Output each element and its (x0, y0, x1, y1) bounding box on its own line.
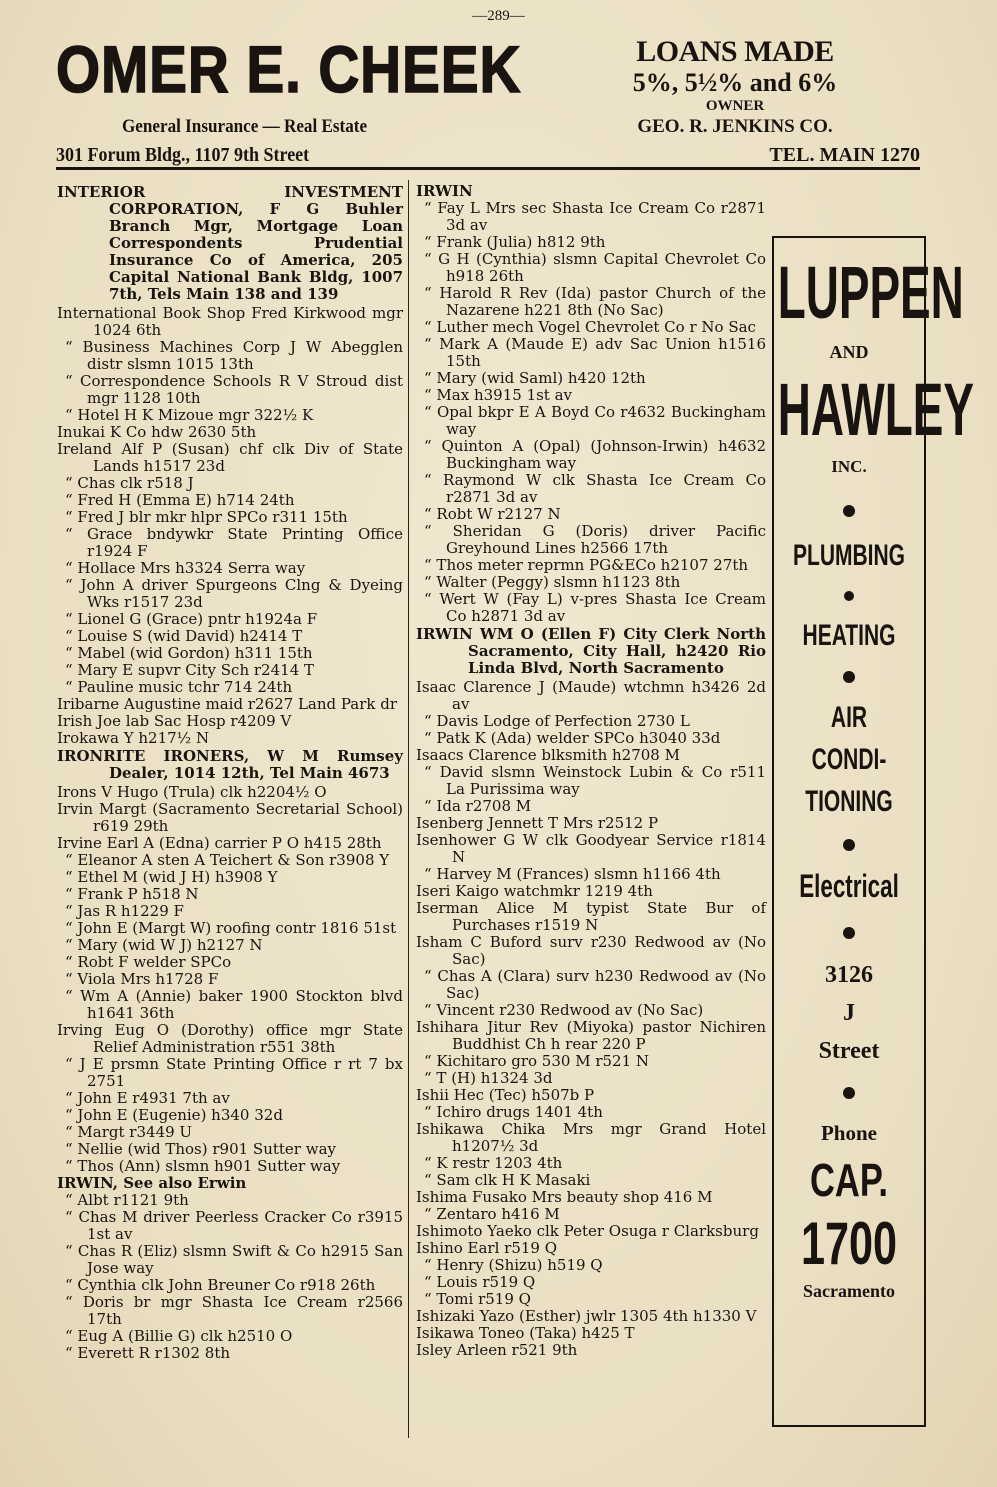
ad-electrical: Electrical (799, 868, 899, 904)
advertiser-telephone: TEL. MAIN 1270 (769, 144, 920, 166)
directory-listing: Isikawa Toneo (Taka) h425 T (416, 1324, 635, 1342)
directory-listing: “ Walter (Peggy) slsmn h1123 8th (424, 573, 681, 591)
directory-listing: “ Harvey M (Frances) slsmn h1166 4th (424, 865, 721, 883)
directory-listing: “ Thos meter reprmn PG&ECo h2107 27th (424, 556, 749, 574)
directory-listing: “ Doris br mgr Shasta Ice Cream r2566 17th (65, 1293, 403, 1328)
directory-listing: “ Cynthia clk John Breuner Co r918 26th (65, 1276, 376, 1294)
directory-listing: “ Max h3915 1st av (424, 386, 573, 404)
directory-listing: “ Davis Lodge of Perfection 2730 L (424, 712, 690, 730)
directory-listing: “ G H (Cynthia) slsmn Capital Chevrolet Co h918 26th (424, 250, 766, 285)
ad-tioning: TIONING (805, 785, 893, 818)
directory-listing: “ Eleanor A sten A Teichert & Son r3908 Y (65, 851, 390, 869)
directory-listing: “ David slsmn Weinstock Lubin & Co r511 La Purissima way (424, 763, 766, 798)
column-divider (408, 180, 409, 1438)
directory-listing: “ Patk K (Ada) welder SPCo h3040 33d (424, 729, 721, 747)
loans-block (600, 36, 870, 138)
directory-listing: “ Pauline music tchr 714 24th (65, 678, 293, 696)
directory-listing: International Book Shop Fred Kirkwood mgr 1024 6th (57, 304, 403, 339)
directory-listing: “ T (H) h1324 3d (424, 1069, 553, 1087)
directory-listing: “ Henry (Shizu) h519 Q (424, 1256, 603, 1274)
ad-inc: INC. (831, 457, 867, 476)
directory-listing: Irvine Earl A (Edna) carrier P O h415 28th (57, 834, 382, 852)
directory-heading: IRWIN, See also Erwin (57, 1174, 247, 1192)
directory-listing: “ Frank P h518 N (65, 885, 199, 903)
directory-listing: “ Chas clk r518 J (65, 474, 194, 492)
directory-listing: Isenberg Jennett T Mrs r2512 P (416, 814, 659, 832)
directory-listing: “ Sam clk H K Masaki (424, 1171, 591, 1189)
advertiser-subtitle: General Insurance — Real Estate (122, 116, 368, 137)
directory-listing: “ Raymond W clk Shasta Ice Cream Co r2871 3d av (424, 471, 766, 506)
directory-listing: “ Mabel (wid Gordon) h311 15th (65, 644, 313, 662)
ad-phone-label: Phone (820, 1121, 877, 1145)
directory-listing: “ Zentaro h416 M (424, 1205, 560, 1223)
directory-listing: Iserman Alice M typist State Bur of Purchases r1519 N (416, 899, 766, 934)
directory-listing: Isenhower G W clk Goodyear Service r1814 N (416, 831, 766, 866)
directory-column-left (57, 183, 403, 1362)
directory-listing: Irvin Margt (Sacramento Secretarial School) r619 29th (57, 800, 403, 835)
ad-air: AIR (830, 701, 868, 734)
directory-listing: Isaac Clarence J (Maude) wtchmn h3426 2d av (416, 678, 766, 713)
directory-listing: Iseri Kaigo watchmkr 1219 4th (416, 882, 653, 900)
bullet-icon (843, 1087, 855, 1099)
ad-street-word: Street (818, 1038, 880, 1064)
directory-listing: “ Everett R r1302 8th (65, 1344, 231, 1362)
directory-listing: “ Wert W (Fay L) v-pres Shasta Ice Cream Co h2871 3d av (424, 590, 766, 625)
bullet-icon (843, 671, 855, 683)
header-divider (56, 167, 920, 170)
directory-listing: Irving Eug O (Dorothy) office mgr State Relief Administration r551 38th (57, 1021, 403, 1056)
advertiser-address: 301 Forum Bldg., 1107 9th Street (56, 144, 310, 166)
directory-listing: “ Robt F welder SPCo (65, 953, 232, 971)
directory-listing: “ John E r4931 7th av (65, 1089, 230, 1107)
directory-listing: “ Sheridan G (Doris) driver Pacific Greyhound Lines h2566 17th (424, 522, 766, 557)
owner-label: OWNER (705, 98, 765, 114)
directory-listing: “ Mary (wid W J) h2127 N (65, 936, 263, 954)
directory-listing: “ Mary (wid Saml) h420 12th (424, 369, 646, 387)
advertiser-name: OMER E. CHEEK (56, 32, 522, 106)
bullet-icon (844, 591, 854, 601)
ad-phone-exchange: CAP. (810, 1154, 888, 1206)
ad-company-line2: HAWLEY (777, 368, 974, 451)
directory-listing: Iribarne Augustine maid r2627 Land Park dr (57, 695, 398, 713)
directory-listing: “ Kichitaro gro 530 M r521 N (424, 1052, 650, 1070)
directory-listing: Ishimoto Yaeko clk Peter Osuga r Clarksburg (416, 1222, 759, 1240)
directory-listing: “ Fred J blr mkr hlpr SPCo r311 15th (65, 508, 348, 526)
directory-listing: “ Jas R h1229 F (65, 902, 184, 920)
directory-listing: “ Correspondence Schools R V Stroud dist mgr 1128 10th (65, 372, 403, 407)
directory-listing: Inukai K Co hdw 2630 5th (57, 423, 257, 441)
ad-plumbing: PLUMBING (793, 539, 905, 572)
directory-listing: “ Chas M driver Peerless Cracker Co r3915 1st av (65, 1208, 403, 1243)
directory-listing: Ishikawa Chika Mrs mgr Grand Hotel h1207½ 3d (416, 1120, 766, 1155)
directory-listing: “ Chas R (Eliz) slsmn Swift & Co h2915 San Jose way (65, 1242, 403, 1277)
directory-listing: “ Frank (Julia) h812 9th (424, 233, 606, 251)
directory-listing-bold: INTERIOR INVESTMENT CORPORATION, F G Buhler Branch Mgr, Mortgage Loan Correspondents Prudential Insurance Co of America, 205 Capital National Bank Bldg, 1007 7th, Tels Main 138 and 139 (57, 183, 403, 303)
directory-listing: Ireland Alf P (Susan) chf clk Div of State Lands h1517 23d (57, 440, 403, 475)
directory-listing: “ Vincent r230 Redwood av (No Sac) (424, 1001, 704, 1019)
directory-listing: “ Margt r3449 U (65, 1123, 193, 1141)
ad-phone-number: 1700 (800, 1210, 898, 1277)
directory-listing: “ John A driver Spurgeons Clng & Dyeing Wks r1517 23d (65, 576, 403, 611)
luppen-hawley-ad (772, 236, 974, 1427)
directory-listing: Ishihara Jitur Rev (Miyoka) pastor Nichiren Buddhist Ch h rear 220 P (416, 1018, 766, 1053)
directory-listing: “ Wm A (Annie) baker 1900 Stockton blvd h1641 36th (65, 987, 403, 1022)
directory-listing: “ Chas A (Clara) surv h230 Redwood av (No Sac) (424, 967, 766, 1002)
bullet-icon (843, 505, 855, 517)
directory-listing: “ John E (Margt W) roofing contr 1816 51st (65, 919, 397, 937)
directory-listing: “ Quinton A (Opal) (Johnson-Irwin) h4632 Buckingham way (424, 437, 766, 472)
loan-rates: 5%, 5½% and 6% (632, 68, 838, 97)
directory-listing: Irish Joe lab Sac Hosp r4209 V (57, 712, 292, 730)
directory-heading: IRWIN (416, 182, 473, 200)
directory-listing: “ Luther mech Vogel Chevrolet Co r No Sac (424, 318, 756, 336)
directory-listing: “ K restr 1203 4th (424, 1154, 563, 1172)
directory-listing: “ Harold R Rev (Ida) pastor Church of the Nazarene h221 8th (No Sac) (424, 284, 766, 319)
ad-company-line1: LUPPEN (777, 251, 964, 334)
directory-listing: “ J E prsmn State Printing Office r rt 7 bx 2751 (65, 1055, 403, 1090)
directory-listing: “ Lionel G (Grace) pntr h1924a F (65, 610, 318, 628)
bullet-icon (843, 839, 855, 851)
directory-listing: “ Fred H (Emma E) h714 24th (65, 491, 295, 509)
directory-listing: Isley Arleen r521 9th (416, 1341, 578, 1359)
ad-and: AND (829, 342, 869, 362)
ad-street-letter: J (843, 1000, 855, 1026)
directory-column-middle (416, 183, 766, 1359)
directory-listing-bold: IRWIN WM O (Ellen F) City Clerk North Sacramento, City Hall, h2420 Rio Linda Blvd, North Sacramento (416, 625, 766, 677)
directory-listing: “ Hollace Mrs h3324 Serra way (65, 559, 306, 577)
directory-listing: Isaacs Clarence blksmith h2708 M (416, 746, 680, 764)
directory-listing: “ Fay L Mrs sec Shasta Ice Cream Co r2871 3d av (424, 199, 766, 234)
directory-listing: “ Grace bndywkr State Printing Office r1924 F (65, 525, 403, 560)
bullet-icon (843, 927, 855, 939)
owner-name: GEO. R. JENKINS CO. (637, 116, 833, 137)
page-number: —289— (472, 8, 525, 24)
directory-listing: Irokawa Y h217½ N (57, 729, 210, 747)
directory-listing: “ John E (Eugenie) h340 32d (65, 1106, 283, 1124)
directory-listing: Irons V Hugo (Trula) clk h2204½ O (57, 783, 327, 801)
directory-listing: “ Business Machines Corp J W Abegglen distr slsmn 1015 13th (65, 338, 403, 373)
directory-listing: Ishizaki Yazo (Esther) jwlr 1305 4th h1330 V (416, 1307, 757, 1325)
directory-listing: “ Louis r519 Q (424, 1273, 536, 1291)
directory-listing: “ Louise S (wid David) h2414 T (65, 627, 303, 645)
directory-listing: “ Ethel M (wid J H) h3908 Y (65, 868, 278, 886)
directory-listing: “ Mark A (Maude E) adv Sac Union h1516 15th (424, 335, 766, 370)
ad-city: Sacramento (803, 1281, 895, 1301)
directory-listing: “ Hotel H K Mizoue mgr 322½ K (65, 406, 314, 424)
directory-listing: Ishino Earl r519 Q (416, 1239, 558, 1257)
ad-heating: HEATING (802, 619, 896, 652)
loans-heading: LOANS MADE (636, 35, 834, 68)
ad-condi: CONDI- (811, 743, 887, 776)
directory-listing: “ Thos (Ann) slsmn h901 Sutter way (65, 1157, 341, 1175)
directory-listing: Ishima Fusako Mrs beauty shop 416 M (416, 1188, 713, 1206)
directory-listing: “ Opal bkpr E A Boyd Co r4632 Buckingham way (424, 403, 766, 438)
directory-listing: “ Tomi r519 Q (424, 1290, 531, 1308)
directory-listing-bold: IRONRITE IRONERS, W M Rumsey Dealer, 1014 12th, Tel Main 4673 (57, 747, 403, 782)
directory-listing: “ Albt r1121 9th (65, 1191, 189, 1209)
directory-listing: Ishii Hec (Tec) h507b P (416, 1086, 595, 1104)
directory-listing: “ Mary E supvr City Sch r2414 T (65, 661, 315, 679)
directory-listing: “ Eug A (Billie G) clk h2510 O (65, 1327, 293, 1345)
directory-listing: “ Ida r2708 M (424, 797, 532, 815)
directory-listing: “ Viola Mrs h1728 F (65, 970, 219, 988)
directory-listing: “ Nellie (wid Thos) r901 Sutter way (65, 1140, 336, 1158)
directory-listing: Isham C Buford surv r230 Redwood av (No Sac) (416, 933, 766, 968)
directory-listing: “ Ichiro drugs 1401 4th (424, 1103, 603, 1121)
directory-listing: “ Robt W r2127 N (424, 505, 561, 523)
ad-street-number: 3126 (825, 962, 873, 988)
